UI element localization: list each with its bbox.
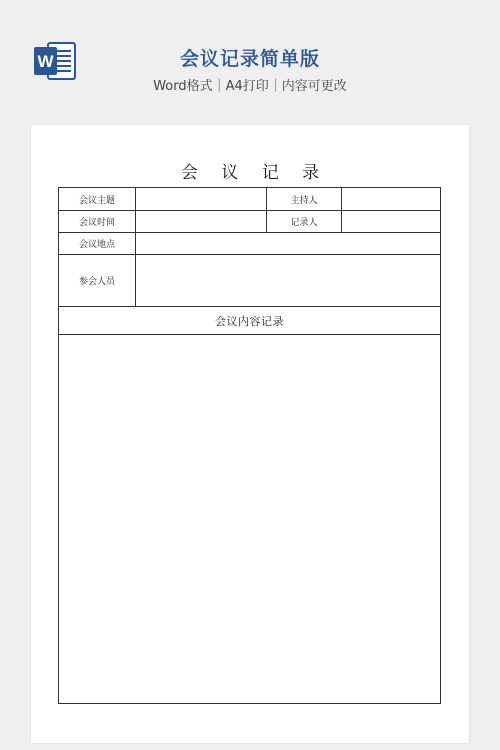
content-record-area[interactable] xyxy=(59,335,440,703)
meeting-record-table xyxy=(58,187,441,704)
time-label: 会议时间 xyxy=(78,218,115,228)
document-page xyxy=(31,125,469,743)
location-field[interactable] xyxy=(136,233,440,254)
template-title: 会议记录简单版 xyxy=(179,48,320,70)
topic-label: 会议主题 xyxy=(78,195,115,206)
host-label: 主持人 xyxy=(290,195,318,206)
template-header xyxy=(0,0,500,120)
time-field[interactable] xyxy=(136,211,266,232)
attendees-field[interactable] xyxy=(136,255,440,306)
word-icon-letter: W xyxy=(37,52,54,71)
form-title: 会 议 记 录 xyxy=(180,163,329,183)
recorder-label: 记录人 xyxy=(290,218,318,228)
location-label: 会议地点 xyxy=(78,240,115,250)
host-field[interactable] xyxy=(342,188,440,210)
attendees-label: 参会人员 xyxy=(78,277,115,287)
recorder-field[interactable] xyxy=(342,211,440,232)
content-section-title: 会议内容记录 xyxy=(215,314,284,328)
topic-field[interactable] xyxy=(136,188,266,210)
template-subtitle: Word格式｜A4打印｜内容可更改 xyxy=(153,79,347,94)
